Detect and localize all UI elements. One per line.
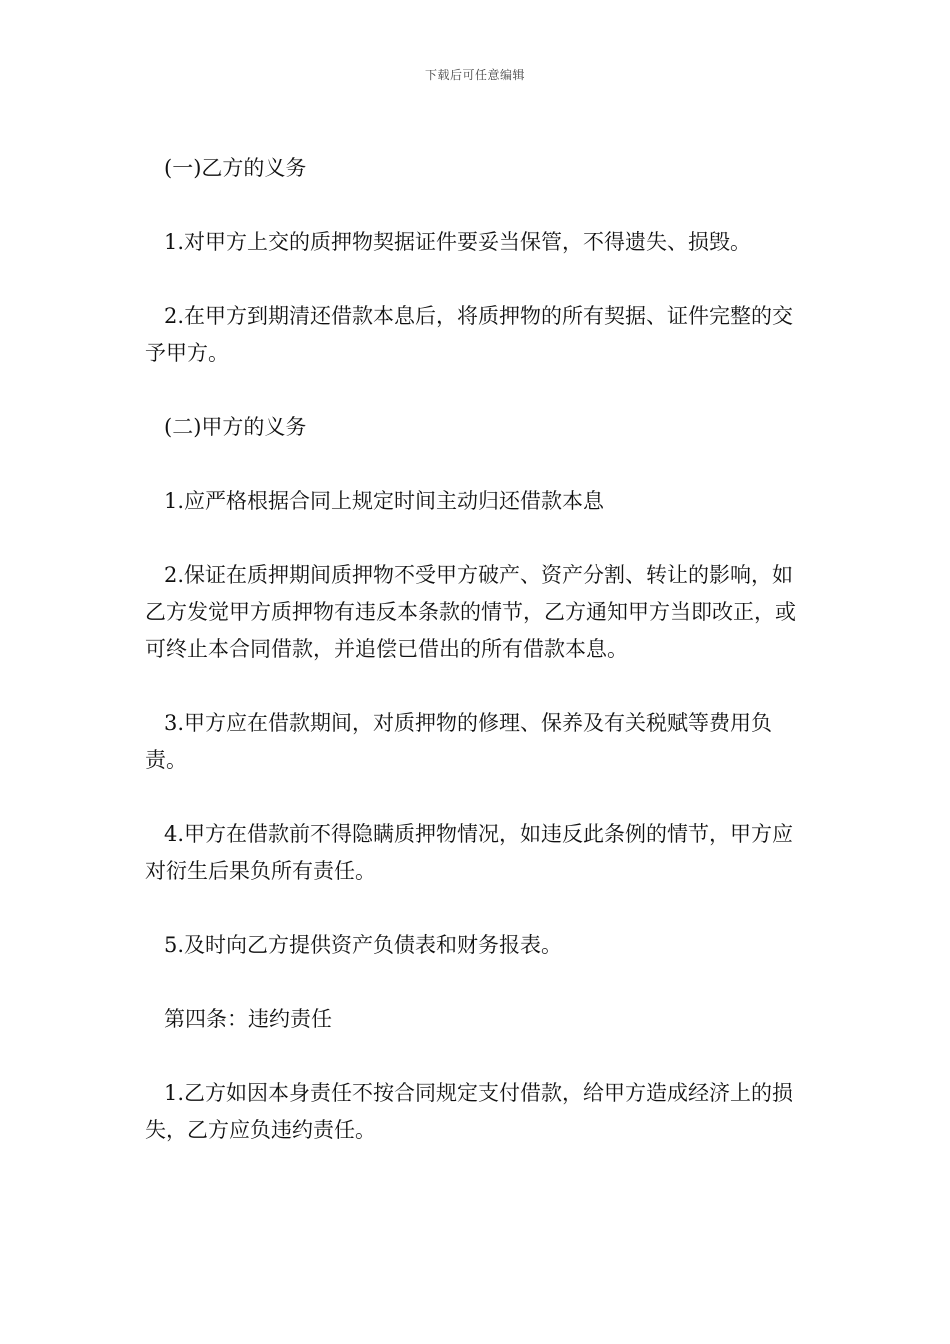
clause-paragraph: 2.在甲方到期清还借款本息后，将质押物的所有契据、证件完整的交予甲方。 [145, 304, 794, 365]
clause-paragraph: 1.乙方如因本身责任不按合同规定支付借款，给甲方造成经济上的损失，乙方应负违约责任。 [145, 1081, 794, 1142]
document-body [145, 150, 810, 1186]
page-header: 下载后可任意编辑 [424, 68, 525, 82]
clause-paragraph: 5.及时向乙方提供资产负债表和财务报表。 [164, 933, 563, 957]
clause-paragraph: 1.对甲方上交的质押物契据证件要妥当保管，不得遗失、损毁。 [164, 230, 752, 254]
clause-paragraph: 4.甲方在借款前不得隐瞒质押物情况，如违反此条例的情节，甲方应对衍生后果负所有责任。 [145, 822, 794, 883]
clause-paragraph: 1.应严格根据合同上规定时间主动归还借款本息 [164, 489, 605, 513]
clause-paragraph: 3.甲方应在借款期间，对质押物的修理、保养及有关税赋等费用负责。 [145, 711, 773, 772]
article-heading-breach-liability: 第四条：违约责任 [164, 1007, 332, 1031]
section-heading-party-b-obligations: (一)乙方的义务 [164, 156, 307, 180]
section-heading-party-a-obligations: (二)甲方的义务 [164, 415, 307, 439]
clause-paragraph: 2.保证在质押期间质押物不受甲方破产、资产分割、转让的影响，如乙方发觉甲方质押物有违反本条款的情节，乙方通知甲方当即改正，或可终止本合同借款，并追偿已借出的所有借款本息。 [145, 563, 796, 661]
